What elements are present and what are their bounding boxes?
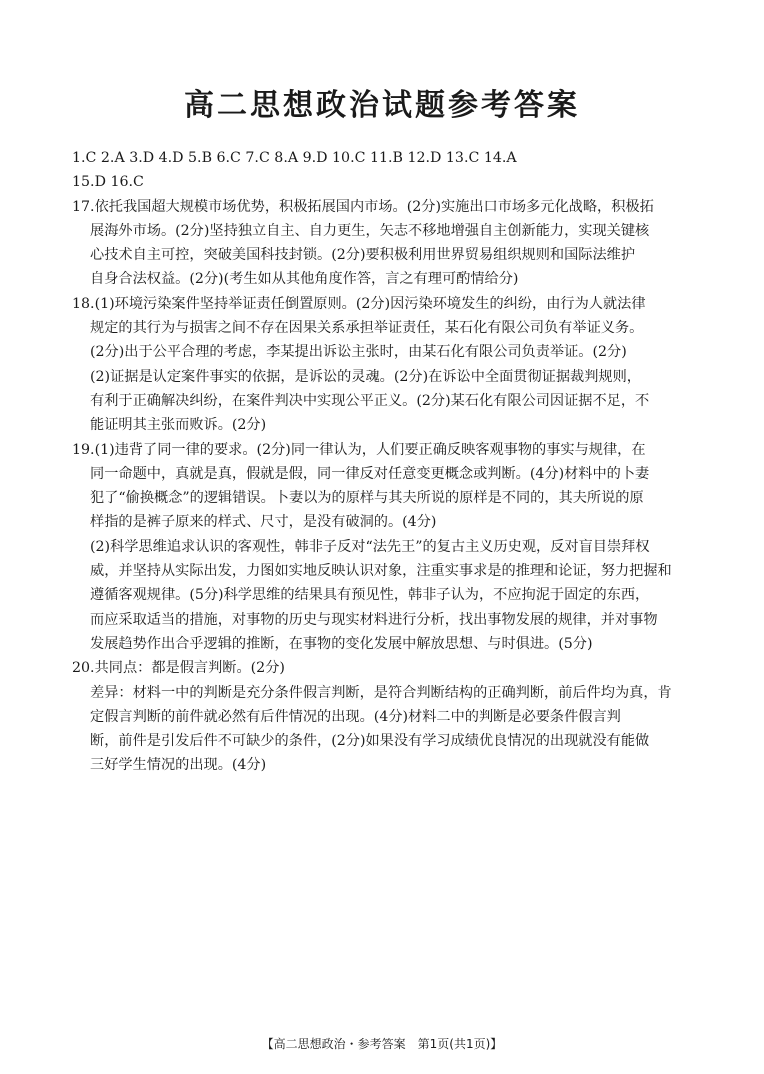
answer-line: 差异：材料一中的判断是充分条件假言判断，是符合判断结构的正确判断，前后件均为真，肯 bbox=[90, 684, 672, 701]
answer-line: 同一命题中，真就是真，假就是假，同一律反对任意变更概念或判断。(4分)材料中的卜妻 bbox=[90, 465, 650, 482]
answer-line: 规定的其行为与损害之间不存在因果关系承担举证责任，某石化有限公司负有举证义务。 bbox=[90, 320, 644, 337]
answer-line: 有利于正确解决纠纷，在案件判决中实现公平正义。(2分)某石化有限公司因证据不足，不 bbox=[90, 392, 650, 409]
answer-line: (2)证据是认定案件事实的依据，是诉讼的灵魂。(2分)在诉讼中全面贯彻证据裁判规则， bbox=[90, 368, 641, 385]
answer-line: 而应采取适当的措施，对事物的历史与现实材料进行分析，找出事物发展的规律，并对事物 bbox=[90, 611, 658, 628]
answer-line: 17.依托我国超大规模市场优势，积极拓展国内市场。(2分)实施出口市场多元化战略，积极拓 bbox=[72, 198, 654, 215]
answer-line: 样指的是裤子原来的样式、尺寸，是没有破洞的。(4分) bbox=[90, 514, 437, 531]
answer-line: 定假言判断的前件就必然有后件情况的出现。(4分)材料二中的判断是必要条件假言判 bbox=[90, 708, 621, 725]
answer-line: 威，并坚持从实际出发，力图如实地反映认识对象，注重实事求是的推理和论证，努力把握和 bbox=[90, 563, 672, 580]
answer-line: 发展趋势作出合乎逻辑的推断，在事物的变化发展中解放思想、与时俱进。(5分) bbox=[90, 635, 593, 652]
answer-line: 1.C 2.A 3.D 4.D 5.B 6.C 7.C 8.A 9.D 10.C 11.B 12.D 13.C 14.A bbox=[72, 150, 517, 166]
page-title: 高二思想政治试题参考答案 bbox=[184, 88, 580, 123]
answer-line: 19.(1)违背了同一律的要求。(2分)同一律认为，人们要正确反映客观事物的事实与规律，在 bbox=[72, 441, 646, 458]
page-footer: 【高二思想政治・参考答案 第1页(共1页)】 bbox=[261, 1037, 503, 1051]
answer-line: 20.共同点：都是假言判断。(2分) bbox=[72, 660, 285, 677]
answer-content bbox=[72, 146, 692, 778]
answer-line: 三好学生情况的出现。(4分) bbox=[90, 757, 267, 774]
answer-line: 遵循客观规律。(5分)科学思维的结果具有预见性，韩非子认为，不应拘泥于固定的东西， bbox=[90, 587, 650, 604]
answer-line: 断，前件是引发后件不可缺少的条件，(2分)如果没有学习成绩优良情况的出现就没有能做 bbox=[90, 733, 650, 750]
answer-line: (2)科学思维追求认识的客观性，韩非子反对“法先王”的复古主义历史观，反对盲目崇拜权 bbox=[90, 538, 650, 555]
answer-line: 能证明其主张而败诉。(2分) bbox=[90, 417, 267, 434]
answer-line: 展海外市场。(2分)坚持独立自主、自力更生，矢志不移地增强自主创新能力，实现关键核 bbox=[90, 222, 650, 239]
answer-line: 犯了“偷换概念”的逻辑错误。卜妻以为的原样与其夫所说的原样是不同的，其夫所说的原 bbox=[90, 490, 644, 507]
answer-line: 15.D 16.C bbox=[72, 174, 144, 191]
answer-line: 心技术自主可控，突破美国科技封锁。(2分)要积极利用世界贸易组织规则和国际法维护 bbox=[90, 247, 636, 264]
answer-line: 18.(1)环境污染案件坚持举证责任倒置原则。(2分)因污染环境发生的纠纷，由行为人就法律 bbox=[72, 295, 646, 312]
answer-line: (2分)出于公平合理的考虑，李某提出诉讼主张时，由某石化有限公司负责举证。(2分) bbox=[90, 344, 627, 361]
answer-line: 自身合法权益。(2分)(考生如从其他角度作答，言之有理可酌情给分) bbox=[90, 271, 519, 288]
